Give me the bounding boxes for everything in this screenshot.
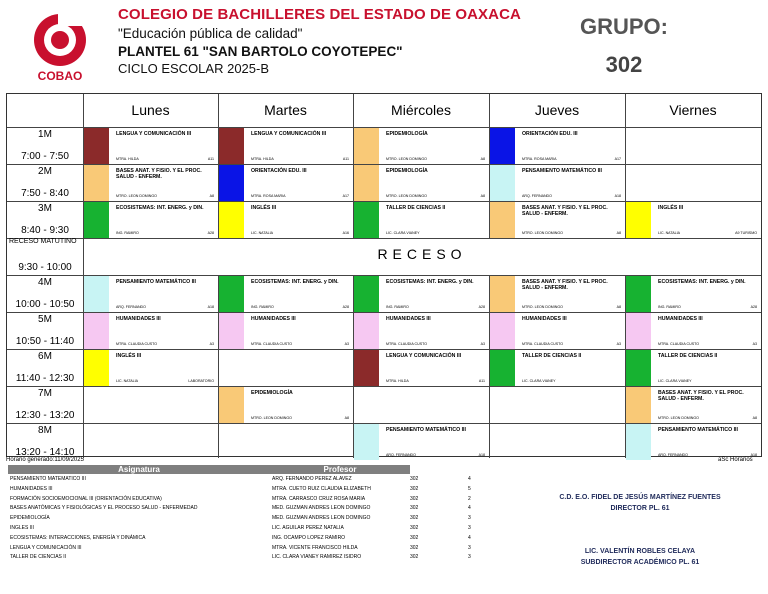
subject-color-bar	[490, 202, 515, 238]
subject-name: HUMANIDADES III	[251, 316, 296, 322]
teacher-name: ARQ. FERNANDO	[522, 194, 552, 198]
subject-name: LENGUA Y COMUNICACIÓN III	[251, 131, 327, 137]
teacher-name: MTRA. HILDA	[116, 157, 139, 161]
summary-hours: 3	[468, 544, 471, 551]
module-cell	[7, 423, 83, 460]
teacher-name: MTRO. LEON DOMINGO	[522, 305, 563, 309]
module-cell	[7, 164, 83, 201]
recess-time: 9:30 - 10:00	[18, 262, 72, 273]
subject-name: ECOSISTEMAS: INT. ENERG. y DIN.	[386, 279, 474, 285]
teacher-name: MTRA. HILDA	[251, 157, 274, 161]
teacher-name: ARQ. FERNANDO	[386, 453, 416, 457]
director-name: C.D. E.O. FIDEL DE JESÚS MARTÍNEZ FUENTES	[559, 494, 721, 501]
summary-hours: 2	[468, 495, 471, 502]
class-slot[interactable]	[84, 165, 218, 201]
summary-teacher: ING. OCAMPO LOPEZ RAMIRO	[272, 534, 346, 541]
module-time: 12:30 - 13:20	[15, 410, 75, 421]
class-slot[interactable]	[219, 128, 353, 164]
module-number: 8M	[38, 425, 52, 436]
summary-row	[8, 524, 498, 533]
summary-row	[8, 544, 498, 553]
module-number: 5M	[38, 314, 52, 325]
plantel-name: PLANTEL 61 "SAN BARTOLO COYOTEPEC"	[118, 44, 403, 59]
subject-name: HUMANIDADES III	[658, 316, 703, 322]
director-signature	[520, 492, 760, 514]
subject-name: PENSAMIENTO MATEMÁTICO III	[522, 168, 602, 174]
summary-hours: 5	[468, 485, 471, 492]
teacher-name: ING. RAMIRO	[251, 305, 274, 309]
recess-banner: RECESO	[377, 246, 467, 262]
class-slot[interactable]	[219, 313, 353, 349]
group-value: 302	[605, 52, 643, 77]
subject-name: ECOSISTEMAS: INT. ENERG. y DIN.	[658, 279, 746, 285]
summary-group: 302	[410, 534, 419, 541]
class-slot[interactable]	[354, 424, 489, 460]
summary-teacher: LIC. CLARA VIANEY RAMIREZ ISIDRO	[272, 554, 362, 561]
class-slot[interactable]	[354, 313, 489, 349]
room-name: A9 TURISMO	[735, 231, 757, 235]
grid-row-line	[7, 238, 761, 239]
subject-color-bar	[354, 202, 379, 238]
class-slot[interactable]	[84, 202, 218, 238]
subdirector-name: LIC. VALENTÍN ROBLES CELAYA	[584, 548, 696, 555]
teacher-name: LIC. NATALIA	[116, 379, 139, 383]
class-slot[interactable]	[490, 276, 625, 312]
room-name: A8	[209, 194, 214, 198]
subject-name: BASES ANAT. Y FISIO. Y EL PROC. SALUD - ENFERM.	[522, 279, 608, 291]
class-slot[interactable]	[354, 165, 489, 201]
subject-name: HUMANIDADES III	[522, 316, 567, 322]
class-slot[interactable]	[626, 276, 761, 312]
subject-color-bar	[219, 202, 244, 238]
summary-group: 302	[410, 495, 419, 502]
room-name: A3	[209, 342, 214, 346]
summary-teacher: MED. GUZMAN ANDRES LEON DOMINGO	[272, 505, 371, 512]
class-slot[interactable]	[626, 387, 761, 423]
teacher-name: MTRA. CLAUDIA CUSTO	[522, 342, 564, 346]
group-label: GRUPO:	[580, 14, 668, 39]
summary-teacher: MTRA. CUETO RUIZ CLAUDIA ELIZABETH	[272, 485, 371, 492]
subject-name: EPIDEMIOLOGÍA	[386, 168, 428, 174]
summary-subject: TALLER DE CIENCIAS II	[10, 554, 67, 561]
subject-color-bar	[626, 387, 651, 423]
class-slot[interactable]	[354, 128, 489, 164]
subject-name: ECOSISTEMAS: INT. ENERG. y DIN.	[116, 205, 204, 211]
summary-row	[8, 504, 498, 513]
room-name: A17	[614, 157, 621, 161]
subject-name: HUMANIDADES III	[116, 316, 161, 322]
subject-name: BASES ANAT. Y FISIO. Y EL PROC. SALUD - ENFERM.	[522, 205, 608, 217]
subject-color-bar	[490, 313, 515, 349]
module-time: 7:50 - 8:40	[21, 188, 69, 199]
summary-row	[8, 485, 498, 494]
subject-color-bar	[490, 276, 515, 312]
module-time: 7:00 - 7:50	[21, 151, 69, 162]
subject-name: TALLER DE CIENCIAS II	[386, 205, 446, 211]
subject-name: EPIDEMIOLOGÍA	[251, 390, 293, 396]
summary-hours: 3	[468, 515, 471, 522]
class-slot[interactable]	[354, 350, 489, 386]
teacher-name: LIC. CLARA VIANEY	[522, 379, 556, 383]
room-name: A16	[342, 231, 349, 235]
module-time: 10:00 - 10:50	[15, 299, 75, 310]
room-name: A17	[342, 194, 349, 198]
teacher-name: MTRO. LEON DOMINGO	[522, 231, 563, 235]
teacher-name: MTRA. CLAUDIA CUSTO	[386, 342, 428, 346]
subject-name: INGLÉS III	[116, 353, 142, 359]
module-time: 11:40 - 12:30	[15, 373, 75, 384]
subject-color-bar	[84, 276, 109, 312]
subject-name: BASES ANAT. Y FISIO. Y EL PROC. SALUD - ENFERM.	[116, 168, 202, 180]
recess-cell	[7, 238, 83, 275]
teacher-name: MTRO. LEON DOMINGO	[658, 416, 699, 420]
room-name: LABORATORIO	[188, 379, 214, 383]
subject-color-bar	[84, 313, 109, 349]
summary-hours: 4	[468, 505, 471, 512]
module-number: 1M	[38, 129, 52, 140]
logo-text: COBAO	[37, 69, 83, 83]
day-header: Miércoles	[391, 102, 451, 118]
module-cell	[7, 312, 83, 349]
room-name: A8	[344, 416, 349, 420]
teacher-name: ING. RAMIRO	[386, 305, 409, 309]
subject-color-bar	[219, 276, 244, 312]
summary-header-subject: Asignatura	[8, 465, 270, 474]
class-slot[interactable]	[490, 350, 625, 386]
summary-teacher: MTRA. CARRASCO CRUZ ROSA MARIA	[272, 495, 366, 502]
room-name: A3	[752, 342, 757, 346]
subdirector-signature	[520, 546, 760, 568]
class-slot[interactable]	[84, 350, 218, 386]
class-slot[interactable]	[219, 202, 353, 238]
module-number: 6M	[38, 351, 52, 362]
room-name: A8	[480, 194, 485, 198]
summary-teacher: ARQ. FERNANDO PEREZ ALAVEZ	[272, 476, 352, 482]
room-name: A28	[342, 305, 349, 309]
summary-teacher: MED. GUZMAN ANDRES LEON DOMINGO	[272, 515, 371, 522]
subject-name: BASES ANAT. Y FISIO. Y EL PROC. SALUD - ENFERM.	[658, 390, 744, 402]
room-name: A28	[207, 231, 214, 235]
subject-color-bar	[84, 202, 109, 238]
class-slot[interactable]	[219, 387, 353, 423]
summary-teacher: LIC. AGUILAR PEREZ NATALIA	[272, 525, 344, 531]
summary-row	[8, 514, 498, 523]
teacher-name: MTRO. LEON DOMINGO	[116, 194, 157, 198]
teacher-name: LIC. NATALIA	[658, 231, 681, 235]
cobao-logo	[22, 4, 102, 84]
summary-subject: EPIDEMIOLOGÍA	[10, 515, 50, 522]
room-name: A11	[207, 157, 214, 161]
summary-hours: 3	[468, 525, 471, 531]
subject-name: PENSAMIENTO MATEMÁTICO III	[116, 279, 196, 285]
summary-group: 302	[410, 515, 419, 522]
module-number: 2M	[38, 166, 52, 177]
subject-color-bar	[490, 128, 515, 164]
summary-row	[8, 475, 498, 484]
class-slot[interactable]	[626, 350, 761, 386]
subject-color-bar	[626, 202, 651, 238]
subject-color-bar	[354, 276, 379, 312]
class-slot[interactable]	[219, 165, 353, 201]
summary-hours: 3	[468, 554, 471, 561]
subject-name: EPIDEMIOLOGÍA	[386, 131, 428, 137]
module-cell	[7, 349, 83, 386]
summary-subject: INGLES III	[10, 525, 34, 531]
asc-brand: aSc Horarios	[718, 457, 753, 463]
class-slot[interactable]	[490, 165, 625, 201]
subject-color-bar	[626, 313, 651, 349]
subject-color-bar	[219, 313, 244, 349]
class-slot[interactable]	[626, 202, 761, 238]
subject-name: ORIENTACIÓN EDU. III	[251, 168, 307, 174]
subject-name: HUMANIDADES III	[386, 316, 431, 322]
room-name: A18	[750, 453, 757, 457]
summary-teacher: MTRA. VICENTE FRANCISCO HILDA	[272, 544, 358, 551]
summary-subject: ECOSISTEMAS: INTERACCIONES, ENERGÍA Y DINÁMICA	[10, 534, 146, 541]
summary-row	[8, 534, 498, 543]
class-slot[interactable]	[490, 128, 625, 164]
module-cell	[7, 386, 83, 423]
subject-name: TALLER DE CIENCIAS II	[658, 353, 718, 359]
room-name: A3	[344, 342, 349, 346]
subject-name: INGLÉS III	[658, 205, 684, 211]
summary-subject: HUMANIDADES III	[10, 485, 53, 492]
teacher-name: MTRA. HILDA	[386, 379, 409, 383]
teacher-name: MTRA. CLAUDIA CUSTO	[251, 342, 293, 346]
teacher-name: ARQ. FERNANDO	[658, 453, 688, 457]
module-cell	[7, 201, 83, 238]
timetable	[6, 93, 762, 457]
subject-color-bar	[84, 128, 109, 164]
subject-name: TALLER DE CIENCIAS II	[522, 353, 582, 359]
subject-color-bar	[354, 350, 379, 386]
summary-subject: FORMACIÓN SOCIOEMOCIONAL III (ORIENTACIÓN EDUCATIVA)	[10, 495, 162, 502]
module-time: 13:20 - 14:10	[15, 447, 75, 458]
room-name: A18	[207, 305, 214, 309]
subject-name: ECOSISTEMAS: INT. ENERG. y DIN.	[251, 279, 339, 285]
room-name: A28	[750, 305, 757, 309]
teacher-name: ARQ. FERNANDO	[116, 305, 146, 309]
summary-group: 302	[410, 485, 419, 492]
day-header: Lunes	[131, 102, 170, 118]
subject-color-bar	[626, 276, 651, 312]
room-name: A8	[616, 305, 621, 309]
room-name: A18	[614, 194, 621, 198]
subject-color-bar	[354, 128, 379, 164]
room-name: A11	[478, 379, 485, 383]
module-cell	[7, 127, 83, 164]
teacher-name: LIC. CLARA VIANEY	[658, 379, 692, 383]
subject-color-bar	[626, 424, 651, 460]
day-header: Jueves	[534, 102, 580, 118]
subject-color-bar	[219, 128, 244, 164]
subject-color-bar	[219, 387, 244, 423]
summary-header-teacher: Profesor	[270, 465, 410, 474]
teacher-name: LIC. NATALIA	[251, 231, 274, 235]
module-number: 7M	[38, 388, 52, 399]
summary-hours: 4	[468, 534, 471, 541]
summary-hours: 4	[468, 476, 471, 482]
room-name: A3	[616, 342, 621, 346]
recess-label: RECESO MATUTINO	[9, 238, 77, 245]
teacher-name: LIC. CLARA VIANEY	[386, 231, 420, 235]
teacher-name: MTRO. LEON DOMINGO	[386, 194, 427, 198]
class-slot[interactable]	[626, 313, 761, 349]
module-cell	[7, 275, 83, 312]
class-slot[interactable]	[354, 276, 489, 312]
subject-name: ORIENTACIÓN EDU. III	[522, 131, 578, 137]
teacher-name: MTRO. LEON DOMINGO	[251, 416, 292, 420]
room-name: A28	[478, 305, 485, 309]
room-name: A8	[480, 157, 485, 161]
subject-color-bar	[219, 165, 244, 201]
class-slot[interactable]	[626, 424, 761, 460]
class-slot[interactable]	[84, 276, 218, 312]
class-slot[interactable]	[84, 128, 218, 164]
room-name: A11	[342, 157, 349, 161]
module-time: 10:50 - 11:40	[15, 336, 75, 347]
subject-color-bar	[354, 424, 379, 460]
module-number: 3M	[38, 203, 52, 214]
subject-name: PENSAMIENTO MATEMÁTICO III	[386, 427, 466, 433]
class-slot[interactable]	[84, 313, 218, 349]
summary-row	[8, 495, 498, 504]
summary-group: 302	[410, 525, 419, 531]
subject-name: PENSAMIENTO MATEMÁTICO III	[658, 427, 738, 433]
subdirector-role: SUBDIRECTOR ACADÉMICO PL. 61	[580, 559, 700, 566]
subject-name: LENGUA Y COMUNICACIÓN III	[386, 353, 462, 359]
subject-color-bar	[354, 165, 379, 201]
day-header: Viernes	[669, 102, 717, 118]
subject-color-bar	[84, 350, 109, 386]
subject-color-bar	[490, 165, 515, 201]
teacher-name: ING. RAMIRO	[658, 305, 681, 309]
teacher-name: MTRA. ROSA MARIA	[251, 194, 286, 198]
room-name: A8	[752, 416, 757, 420]
teacher-name: MTRA. CLAUDIA CUSTO	[116, 342, 158, 346]
room-name: A3	[480, 342, 485, 346]
teacher-name: MTRA. CLAUDIA CUSTO	[658, 342, 700, 346]
class-slot[interactable]	[219, 276, 353, 312]
day-header: Martes	[264, 102, 307, 118]
class-slot[interactable]	[490, 202, 625, 238]
class-slot[interactable]	[490, 313, 625, 349]
school-cycle: CICLO ESCOLAR 2025-B	[118, 61, 270, 76]
room-name: A8	[616, 231, 621, 235]
summary-subject: LENGUA Y COMUNICACIÓN III	[10, 544, 82, 551]
subject-name: LENGUA Y COMUNICACIÓN III	[116, 131, 192, 137]
summary-row	[8, 553, 498, 562]
subject-color-bar	[84, 165, 109, 201]
summary-subject: BASES ANATÓMICAS Y FISIOLÓGICAS Y EL PROCESO SALUD - ENFERMEDAD	[10, 505, 198, 512]
director-role: DIRECTOR PL. 61	[610, 505, 670, 512]
subject-name: INGLÉS III	[251, 205, 277, 211]
module-time: 8:40 - 9:30	[21, 225, 69, 236]
room-name: A18	[478, 453, 485, 457]
summary-subject: PENSAMIENTO MATEMATICO III	[10, 476, 86, 482]
school-motto: "Educación pública de calidad"	[118, 26, 303, 41]
subject-color-bar	[626, 350, 651, 386]
teacher-name: ING. RAMIRO	[116, 231, 139, 235]
module-number: 4M	[38, 277, 52, 288]
class-slot[interactable]	[354, 202, 489, 238]
school-name: COLEGIO DE BACHILLERES DEL ESTADO DE OAXACA	[118, 6, 521, 23]
subject-color-bar	[490, 350, 515, 386]
teacher-name: MTRO. LEON DOMINGO	[386, 157, 427, 161]
teacher-name: MTRA. ROSA MARIA	[522, 157, 557, 161]
subject-color-bar	[354, 313, 379, 349]
summary-group: 302	[410, 554, 419, 561]
summary-group: 302	[410, 476, 419, 482]
summary-group: 302	[410, 505, 419, 512]
summary-group: 302	[410, 544, 419, 551]
generated-note: Horario generado:11/09/2025	[6, 457, 84, 463]
